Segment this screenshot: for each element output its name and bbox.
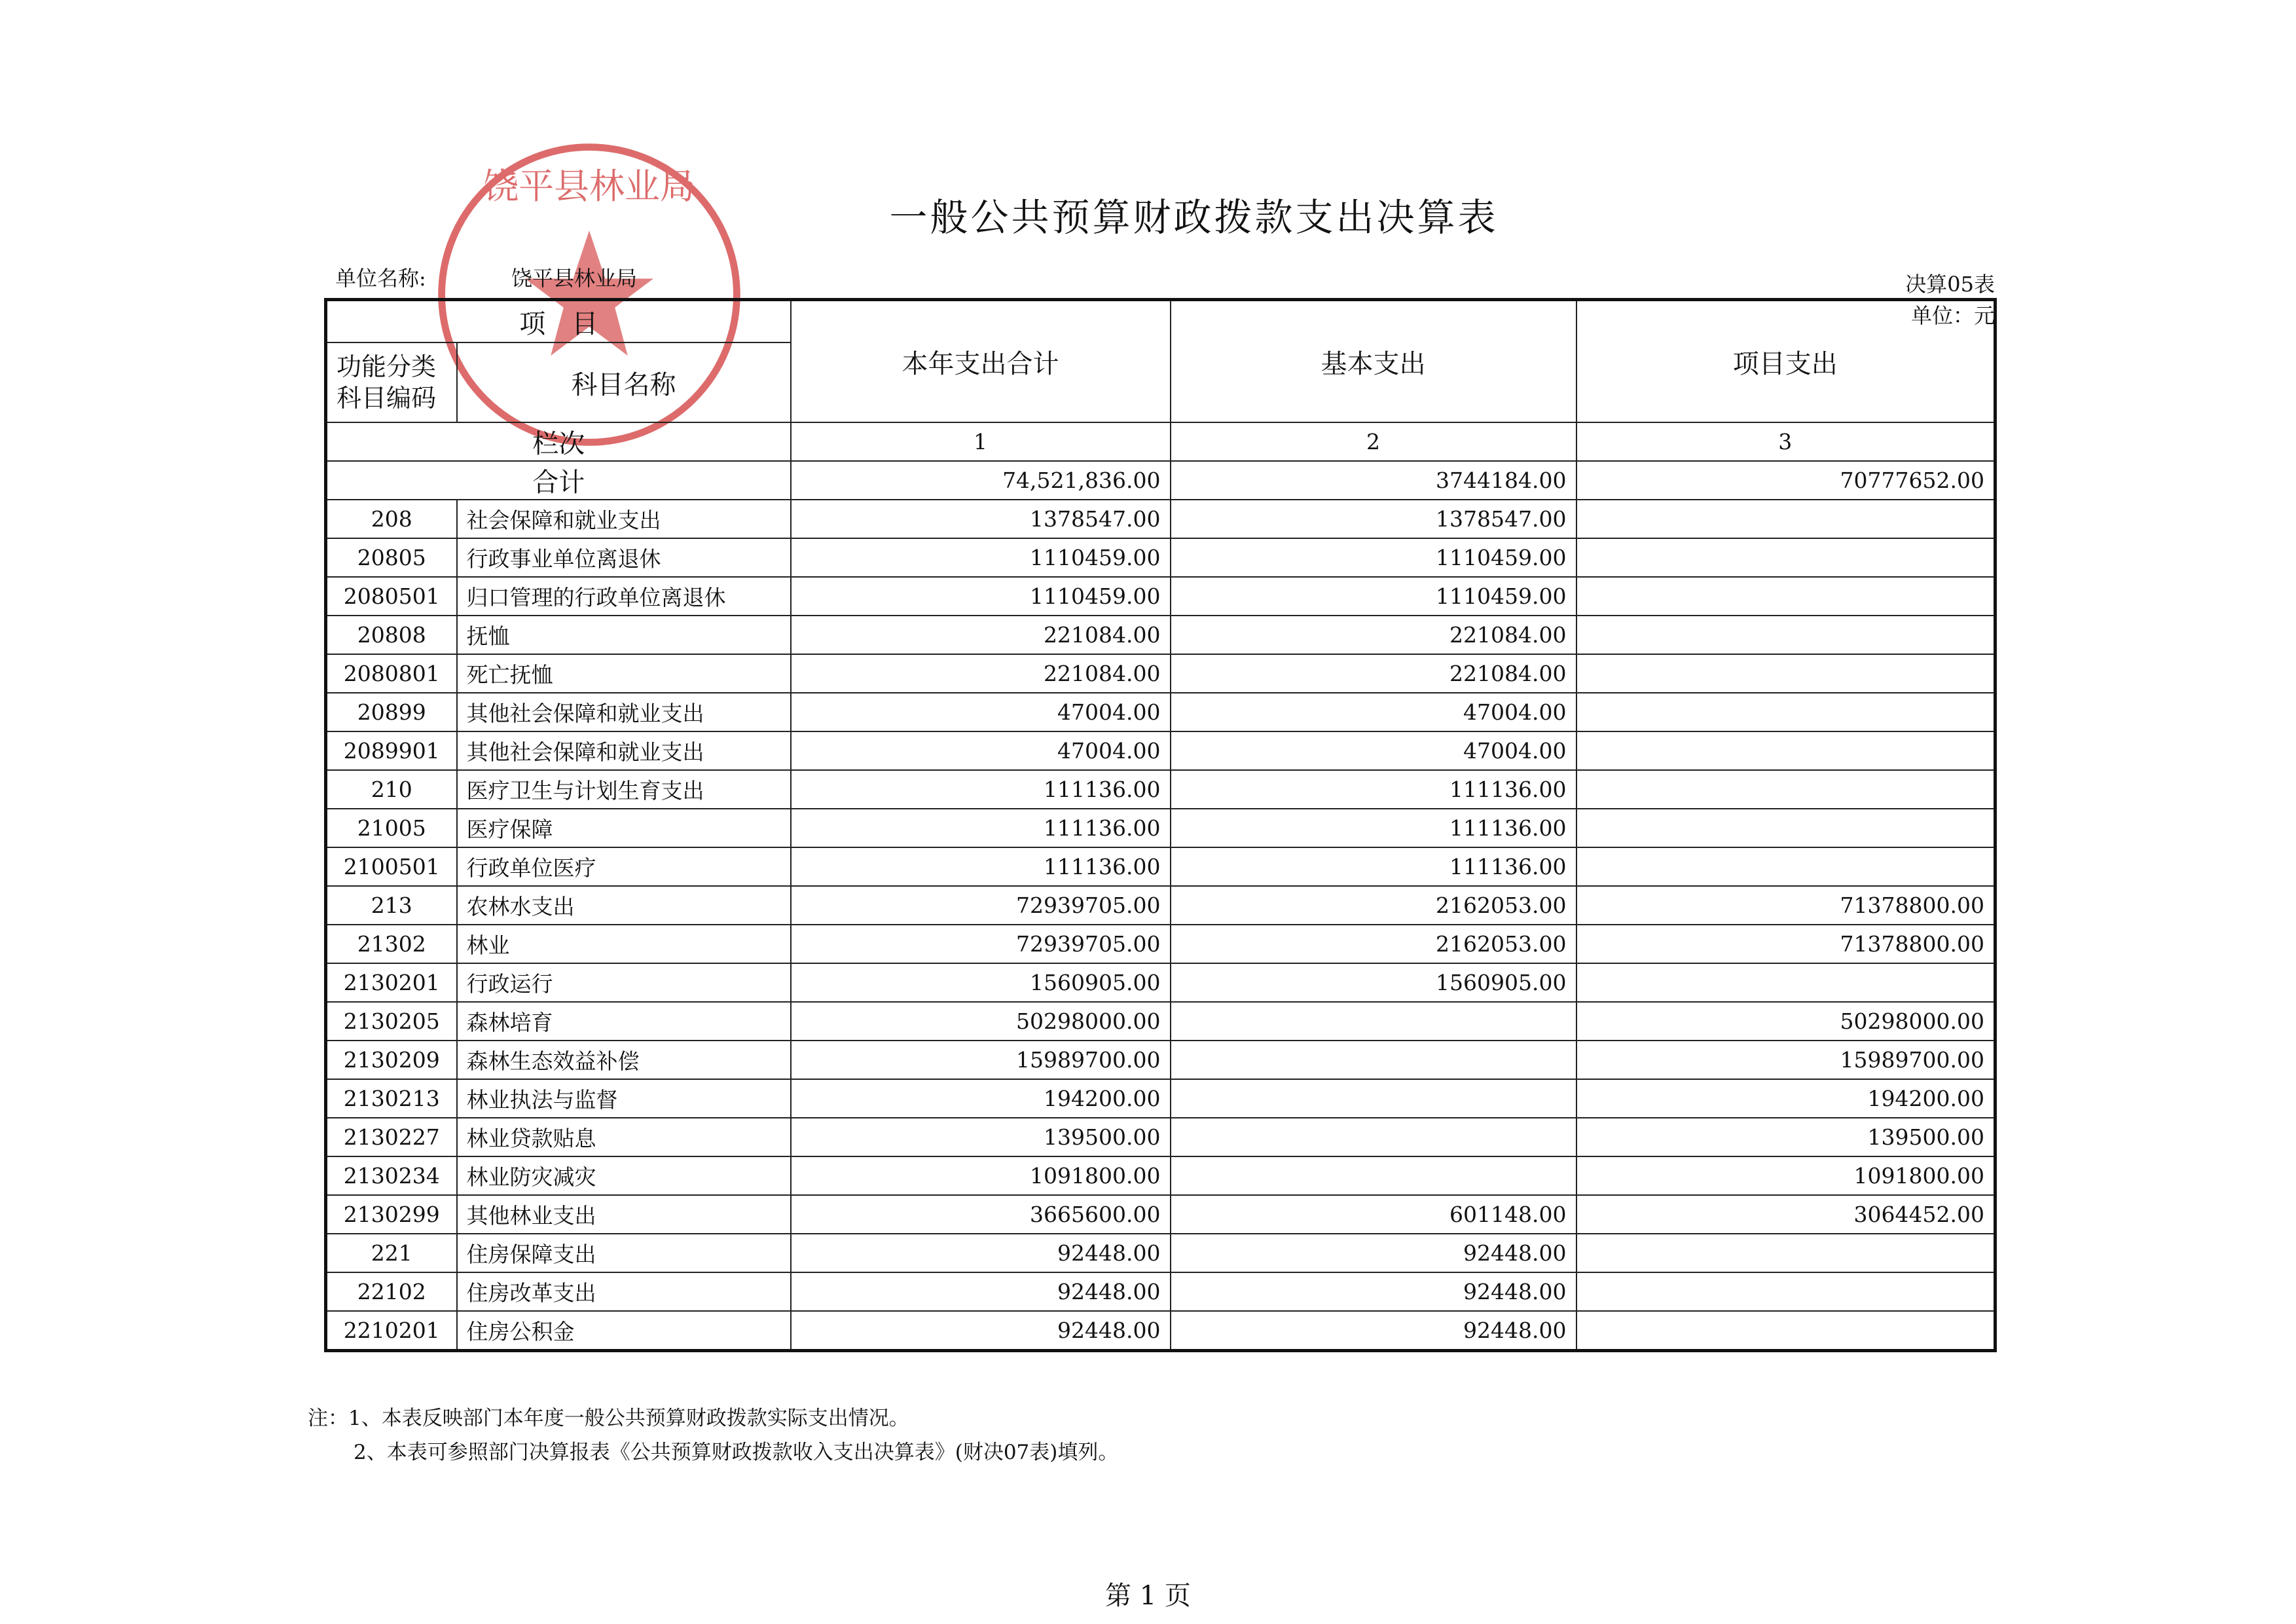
row-name: 抚恤 [457, 616, 791, 654]
row-name: 死亡抚恤 [457, 654, 791, 693]
row-total: 1378547.00 [791, 500, 1171, 538]
table-row [326, 1311, 1995, 1351]
table-row [326, 925, 1995, 963]
row-total: 1110459.00 [791, 538, 1171, 577]
row-code: 221 [326, 1234, 457, 1272]
row-project: 71378800.00 [1576, 925, 1995, 963]
row-code: 20808 [326, 616, 457, 654]
row-project [1576, 847, 1995, 886]
row-basic [1171, 1041, 1576, 1079]
row-basic: 1560905.00 [1171, 963, 1576, 1002]
row-total: 139500.00 [791, 1118, 1171, 1156]
row-name: 社会保障和就业支出 [457, 500, 791, 538]
svg-text:饶平县林业局: 饶平县林业局 [483, 166, 695, 207]
footnotes [308, 1401, 1118, 1469]
table-row [326, 616, 1995, 654]
row-name: 医疗卫生与计划生育支出 [457, 770, 791, 809]
header-row-item [326, 300, 1995, 343]
row-total: 194200.00 [791, 1079, 1171, 1118]
row-code: 208 [326, 500, 457, 538]
row-total: 92448.00 [791, 1272, 1171, 1311]
row-name: 行政单位医疗 [457, 847, 791, 886]
row-total: 1091800.00 [791, 1156, 1171, 1195]
table-body [326, 500, 1995, 1351]
row-project [1576, 577, 1995, 616]
unit-name-line [335, 262, 637, 292]
header-subject-name: 科目名称 [457, 342, 791, 422]
table-row [326, 1156, 1995, 1195]
row-total: 1560905.00 [791, 963, 1171, 1002]
row-code: 2130227 [326, 1118, 457, 1156]
row-project: 15989700.00 [1576, 1041, 1995, 1079]
row-name: 林业贷款贴息 [457, 1118, 791, 1156]
row-total: 111136.00 [791, 809, 1171, 847]
row-basic: 111136.00 [1171, 809, 1576, 847]
row-name: 林业 [457, 925, 791, 963]
table-row [326, 770, 1995, 809]
row-total: 72939705.00 [791, 925, 1171, 963]
unit-name: 饶平县林业局 [511, 266, 637, 291]
total-label: 合计 [326, 461, 791, 500]
row-name: 其他社会保障和就业支出 [457, 731, 791, 770]
row-total: 1110459.00 [791, 577, 1171, 616]
table-row [326, 886, 1995, 925]
row-project: 3064452.00 [1576, 1195, 1995, 1234]
table-row [326, 809, 1995, 847]
row-project [1576, 616, 1995, 654]
row-basic: 92448.00 [1171, 1272, 1576, 1311]
header-func-code: 功能分类科目编码 [326, 342, 457, 422]
row-project [1576, 731, 1995, 770]
row-total: 92448.00 [791, 1311, 1171, 1351]
row-code: 2130213 [326, 1079, 457, 1118]
row-project [1576, 693, 1995, 731]
row-name: 行政事业单位离退休 [457, 538, 791, 577]
row-code: 22102 [326, 1272, 457, 1311]
row-basic: 111136.00 [1171, 847, 1576, 886]
row-project [1576, 1311, 1995, 1351]
table-row [326, 1041, 1995, 1079]
row-code: 2100501 [326, 847, 457, 886]
row-name: 森林生态效益补偿 [457, 1041, 791, 1079]
row-basic: 92448.00 [1171, 1234, 1576, 1272]
row-total: 111136.00 [791, 770, 1171, 809]
row-total: 3665600.00 [791, 1195, 1171, 1234]
seq-label: 栏次 [326, 422, 791, 461]
row-code: 20805 [326, 538, 457, 577]
row-basic: 601148.00 [1171, 1195, 1576, 1234]
header-col3: 项目支出 [1576, 300, 1995, 423]
row-name: 住房保障支出 [457, 1234, 791, 1272]
row-name: 住房公积金 [457, 1311, 791, 1351]
row-code: 21005 [326, 809, 457, 847]
expenditure-table [324, 298, 1997, 1352]
row-basic: 1110459.00 [1171, 538, 1576, 577]
row-total: 15989700.00 [791, 1041, 1171, 1079]
table-row [326, 538, 1995, 577]
row-project [1576, 963, 1995, 1002]
row-basic: 47004.00 [1171, 693, 1576, 731]
unit-label: 单位名称: [335, 266, 426, 291]
row-project: 50298000.00 [1576, 1002, 1995, 1041]
row-project [1576, 538, 1995, 577]
header-col2: 基本支出 [1171, 300, 1576, 423]
row-code: 210 [326, 770, 457, 809]
row-basic: 1378547.00 [1171, 500, 1576, 538]
row-basic: 221084.00 [1171, 616, 1576, 654]
table-row [326, 1195, 1995, 1234]
row-code: 213 [326, 886, 457, 925]
page-number: 第 1 页 [1105, 1581, 1191, 1611]
row-basic: 2162053.00 [1171, 925, 1576, 963]
row-project [1576, 500, 1995, 538]
row-total: 72939705.00 [791, 886, 1171, 925]
seq-1: 1 [791, 422, 1171, 461]
row-project: 71378800.00 [1576, 886, 1995, 925]
row-code: 20899 [326, 693, 457, 731]
row-name: 其他林业支出 [457, 1195, 791, 1234]
row-basic: 2162053.00 [1171, 886, 1576, 925]
row-code: 2089901 [326, 731, 457, 770]
row-basic: 221084.00 [1171, 654, 1576, 693]
row-code: 2130205 [326, 1002, 457, 1041]
row-name: 林业执法与监督 [457, 1079, 791, 1118]
row-total: 50298000.00 [791, 1002, 1171, 1041]
table-row [326, 1118, 1995, 1156]
table-row [326, 1234, 1995, 1272]
table-row [326, 654, 1995, 693]
row-code: 2080801 [326, 654, 457, 693]
row-code: 2130201 [326, 963, 457, 1002]
row-total: 47004.00 [791, 731, 1171, 770]
row-name: 行政运行 [457, 963, 791, 1002]
row-project: 139500.00 [1576, 1118, 1995, 1156]
header-item: 项 目 [326, 300, 791, 343]
row-total: 47004.00 [791, 693, 1171, 731]
row-code: 2130299 [326, 1195, 457, 1234]
row-project: 194200.00 [1576, 1079, 1995, 1118]
row-name: 住房改革支出 [457, 1272, 791, 1311]
seq-row [326, 422, 1995, 461]
seq-3: 3 [1576, 422, 1995, 461]
total-c2: 3744184.00 [1171, 461, 1576, 500]
total-c3: 70777652.00 [1576, 461, 1995, 500]
note-2: 2、本表可参照部门决算报表《公共预算财政拨款收入支出决算表》(财决07表)填列。 [354, 1441, 1119, 1464]
page-title: 一般公共预算财政拨款支出决算表 [889, 195, 1499, 240]
row-project [1576, 1234, 1995, 1272]
note-1: 注：1、本表反映部门本年度一般公共预算财政拨款实际支出情况。 [308, 1407, 909, 1430]
row-code: 2130234 [326, 1156, 457, 1195]
row-basic: 1110459.00 [1171, 577, 1576, 616]
row-project [1576, 770, 1995, 809]
row-name: 其他社会保障和就业支出 [457, 693, 791, 731]
row-project: 1091800.00 [1576, 1156, 1995, 1195]
row-total: 92448.00 [791, 1234, 1171, 1272]
row-basic: 47004.00 [1171, 731, 1576, 770]
row-total: 221084.00 [791, 654, 1171, 693]
row-name: 森林培育 [457, 1002, 791, 1041]
row-project [1576, 654, 1995, 693]
total-c1: 74,521,836.00 [791, 461, 1171, 500]
row-total: 221084.00 [791, 616, 1171, 654]
row-total: 111136.00 [791, 847, 1171, 886]
table-row [326, 693, 1995, 731]
table-row [326, 1272, 1995, 1311]
row-basic: 92448.00 [1171, 1311, 1576, 1351]
table-row [326, 1079, 1995, 1118]
row-name: 归口管理的行政单位离退休 [457, 577, 791, 616]
row-basic [1171, 1156, 1576, 1195]
row-basic [1171, 1002, 1576, 1041]
currency-unit: 单位：元 [1910, 303, 1995, 328]
row-project [1576, 1272, 1995, 1311]
row-code: 21302 [326, 925, 457, 963]
row-name: 农林水支出 [457, 886, 791, 925]
row-name: 医疗保障 [457, 809, 791, 847]
table-row [326, 731, 1995, 770]
form-number: 决算05表 [1905, 272, 1995, 297]
table-row [326, 577, 1995, 616]
table-row [326, 963, 1995, 1002]
row-basic [1171, 1079, 1576, 1118]
row-basic: 111136.00 [1171, 770, 1576, 809]
row-name: 林业防灾减灾 [457, 1156, 791, 1195]
table-row [326, 847, 1995, 886]
row-project [1576, 809, 1995, 847]
row-code: 2210201 [326, 1311, 457, 1351]
header-col1: 本年支出合计 [791, 300, 1171, 423]
row-basic [1171, 1118, 1576, 1156]
table-row [326, 1002, 1995, 1041]
seq-2: 2 [1171, 422, 1576, 461]
row-code: 2080501 [326, 577, 457, 616]
row-code: 2130209 [326, 1041, 457, 1079]
table-row [326, 500, 1995, 538]
total-row [326, 461, 1995, 500]
